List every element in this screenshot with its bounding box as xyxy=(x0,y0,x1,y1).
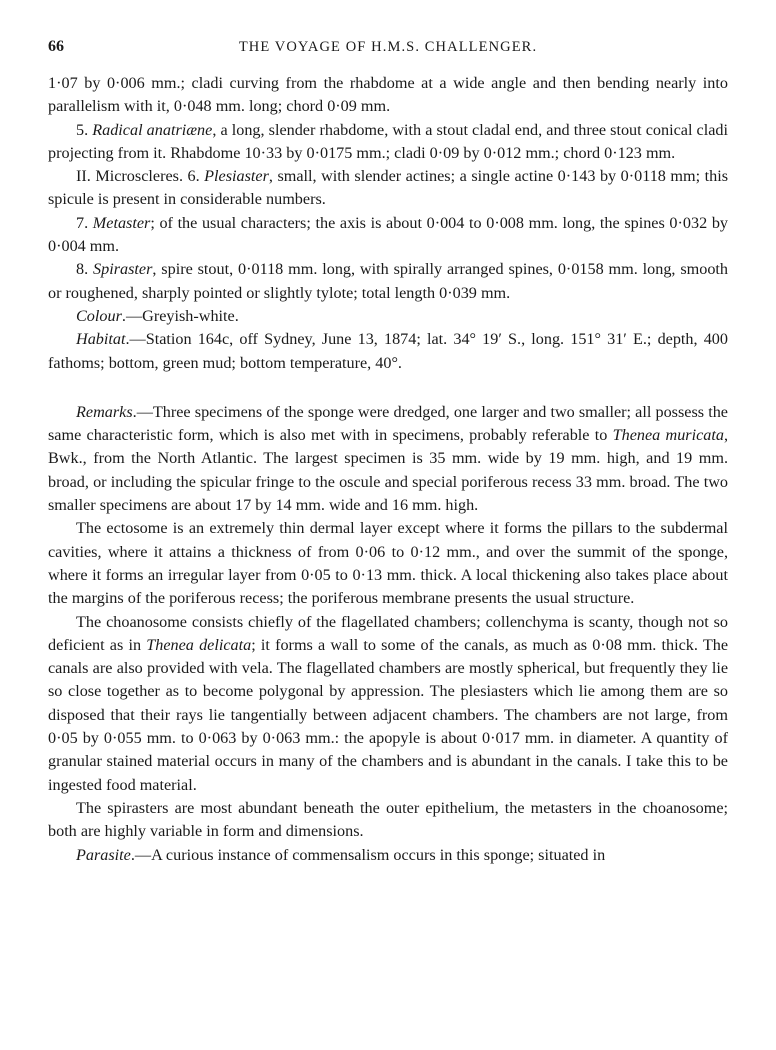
paragraph-colour xyxy=(48,305,728,328)
page-header xyxy=(48,38,728,64)
paragraph-plesiaster xyxy=(48,165,728,212)
species-term: Thenea muricata xyxy=(612,426,724,445)
running-title: THE VOYAGE OF H.M.S. CHALLENGER. xyxy=(238,39,538,55)
item-lead: 7. xyxy=(76,213,93,232)
paragraph-choanosome xyxy=(48,611,728,797)
item-text: .—Three specimens of the sponge were dredged, one larger and two smaller; all possess the same characteristic form, which is also met with in specimens, probably referable to xyxy=(48,402,728,445)
paragraph-spirasters: The spirasters are most abundant beneath the outer epithelium, the metasters in the choanosome; both are highly variable in form and dimensions. xyxy=(48,798,728,841)
spicule-term: Radical anatriæne xyxy=(92,120,213,139)
paragraph-spiraster xyxy=(48,258,728,305)
item-text: , a long, slender rhabdome, with a stout cladal end, and three stout conical cladi projecting from it. Rhabdome 10·33 by 0·0175 mm.; cladi 0·09 by 0·012 mm.; chord 0·123 mm. xyxy=(48,120,729,162)
item-text: , spire stout, 0·0118 mm. long, with spirally arranged spines, 0·0158 mm. long, smooth or roughened, sharply pointed or slightly tylote; total length 0·039 mm. xyxy=(48,260,729,302)
section-term: Remarks xyxy=(76,402,133,421)
item-text: .—Greyish-white. xyxy=(121,306,239,325)
paragraph-continuation: 1·07 by 0·006 mm.; cladi curving from the rhabdome at a wide angle and then bending nearly into parallelism with it, 0·048 mm. long; chord 0·09 mm. xyxy=(48,74,728,116)
item-lead: 8. xyxy=(76,260,94,279)
section-term: Parasite xyxy=(76,845,131,864)
item-lead: 5. xyxy=(76,120,93,139)
item-text: .—A curious instance of commensalism occurs in this sponge; situated in xyxy=(130,845,606,864)
section-term: Habitat xyxy=(76,330,126,349)
section-term: Colour xyxy=(76,306,122,325)
paragraph-habitat xyxy=(48,328,728,375)
item-text: , small, with slender actines; a single actine 0·143 by 0·0118 mm; this spicule is present in considerable numbers. xyxy=(48,167,728,209)
paragraph-radical-anatriaene xyxy=(48,119,728,166)
item-text: ; of the usual characters; the axis is about 0·004 to 0·008 mm. long, the spines 0·032 by 0·004 mm. xyxy=(48,213,729,256)
spicule-term: Metaster xyxy=(92,213,151,232)
paragraph-metaster xyxy=(48,212,728,259)
page-number: 66 xyxy=(48,38,64,55)
paragraph-remarks xyxy=(48,401,728,517)
section-gap xyxy=(48,375,728,401)
paragraph-ectosome: The ectosome is an extremely thin dermal layer except where it forms the pillars to the subdermal cavities, where it attains a thickness of from 0·06 to 0·12 mm., and over the summit of the sponge, where it forms an irregular layer from 0·05 to 0·13 mm. thick. A local thickening also takes place about the margins of the poriferous recess; the poriferous membrane presents the usual structure. xyxy=(48,519,728,608)
page xyxy=(48,38,728,867)
item-lead: II. Microscleres. 6. xyxy=(76,167,205,186)
paragraph-parasite xyxy=(48,844,728,867)
species-term: Thenea delicata xyxy=(146,635,252,654)
spicule-term: Spiraster xyxy=(93,260,153,279)
spicule-term: Plesiaster xyxy=(204,167,269,186)
item-text: , Bwk., from the North Atlantic. The largest specimen is 35 mm. wide by 19 mm. high, and 19 mm. broad, or including the spicular fringe to the oscule and special poriferous recess 33 mm. broad. The two smaller specimens are about 17 by 14 mm. wide and 16 mm. high. xyxy=(48,426,729,515)
item-text: The choanosome consists chiefly of the flagellated chambers; collenchyma is scanty, though not so deficient as in xyxy=(48,612,728,654)
item-text: ; it forms a wall to some of the canals, as much as 0·08 mm. thick. The canals are also provided with vela. The flagellated chambers are mostly spherical, but frequently they lie so close together as to become polygonal by appression. The plesiasters which lie among them are so disposed that their rays lie tangentially between adjacent chambers. The chambers are not large, from 0·05 by 0·055 mm. to 0·063 by 0·063 mm.: the apopyle is about 0·017 mm. in diameter. A quantity of granular stained material occurs in many of the chambers and is abundant in the canals. I take this to be ingested food material. xyxy=(48,635,729,794)
item-text: .—Station 164c, off Sydney, June 13, 1874; lat. 34° 19′ S., long. 151° 31′ E.; depth, 400 fathoms; bottom, green mud; bottom temperature, 40°. xyxy=(48,330,728,372)
